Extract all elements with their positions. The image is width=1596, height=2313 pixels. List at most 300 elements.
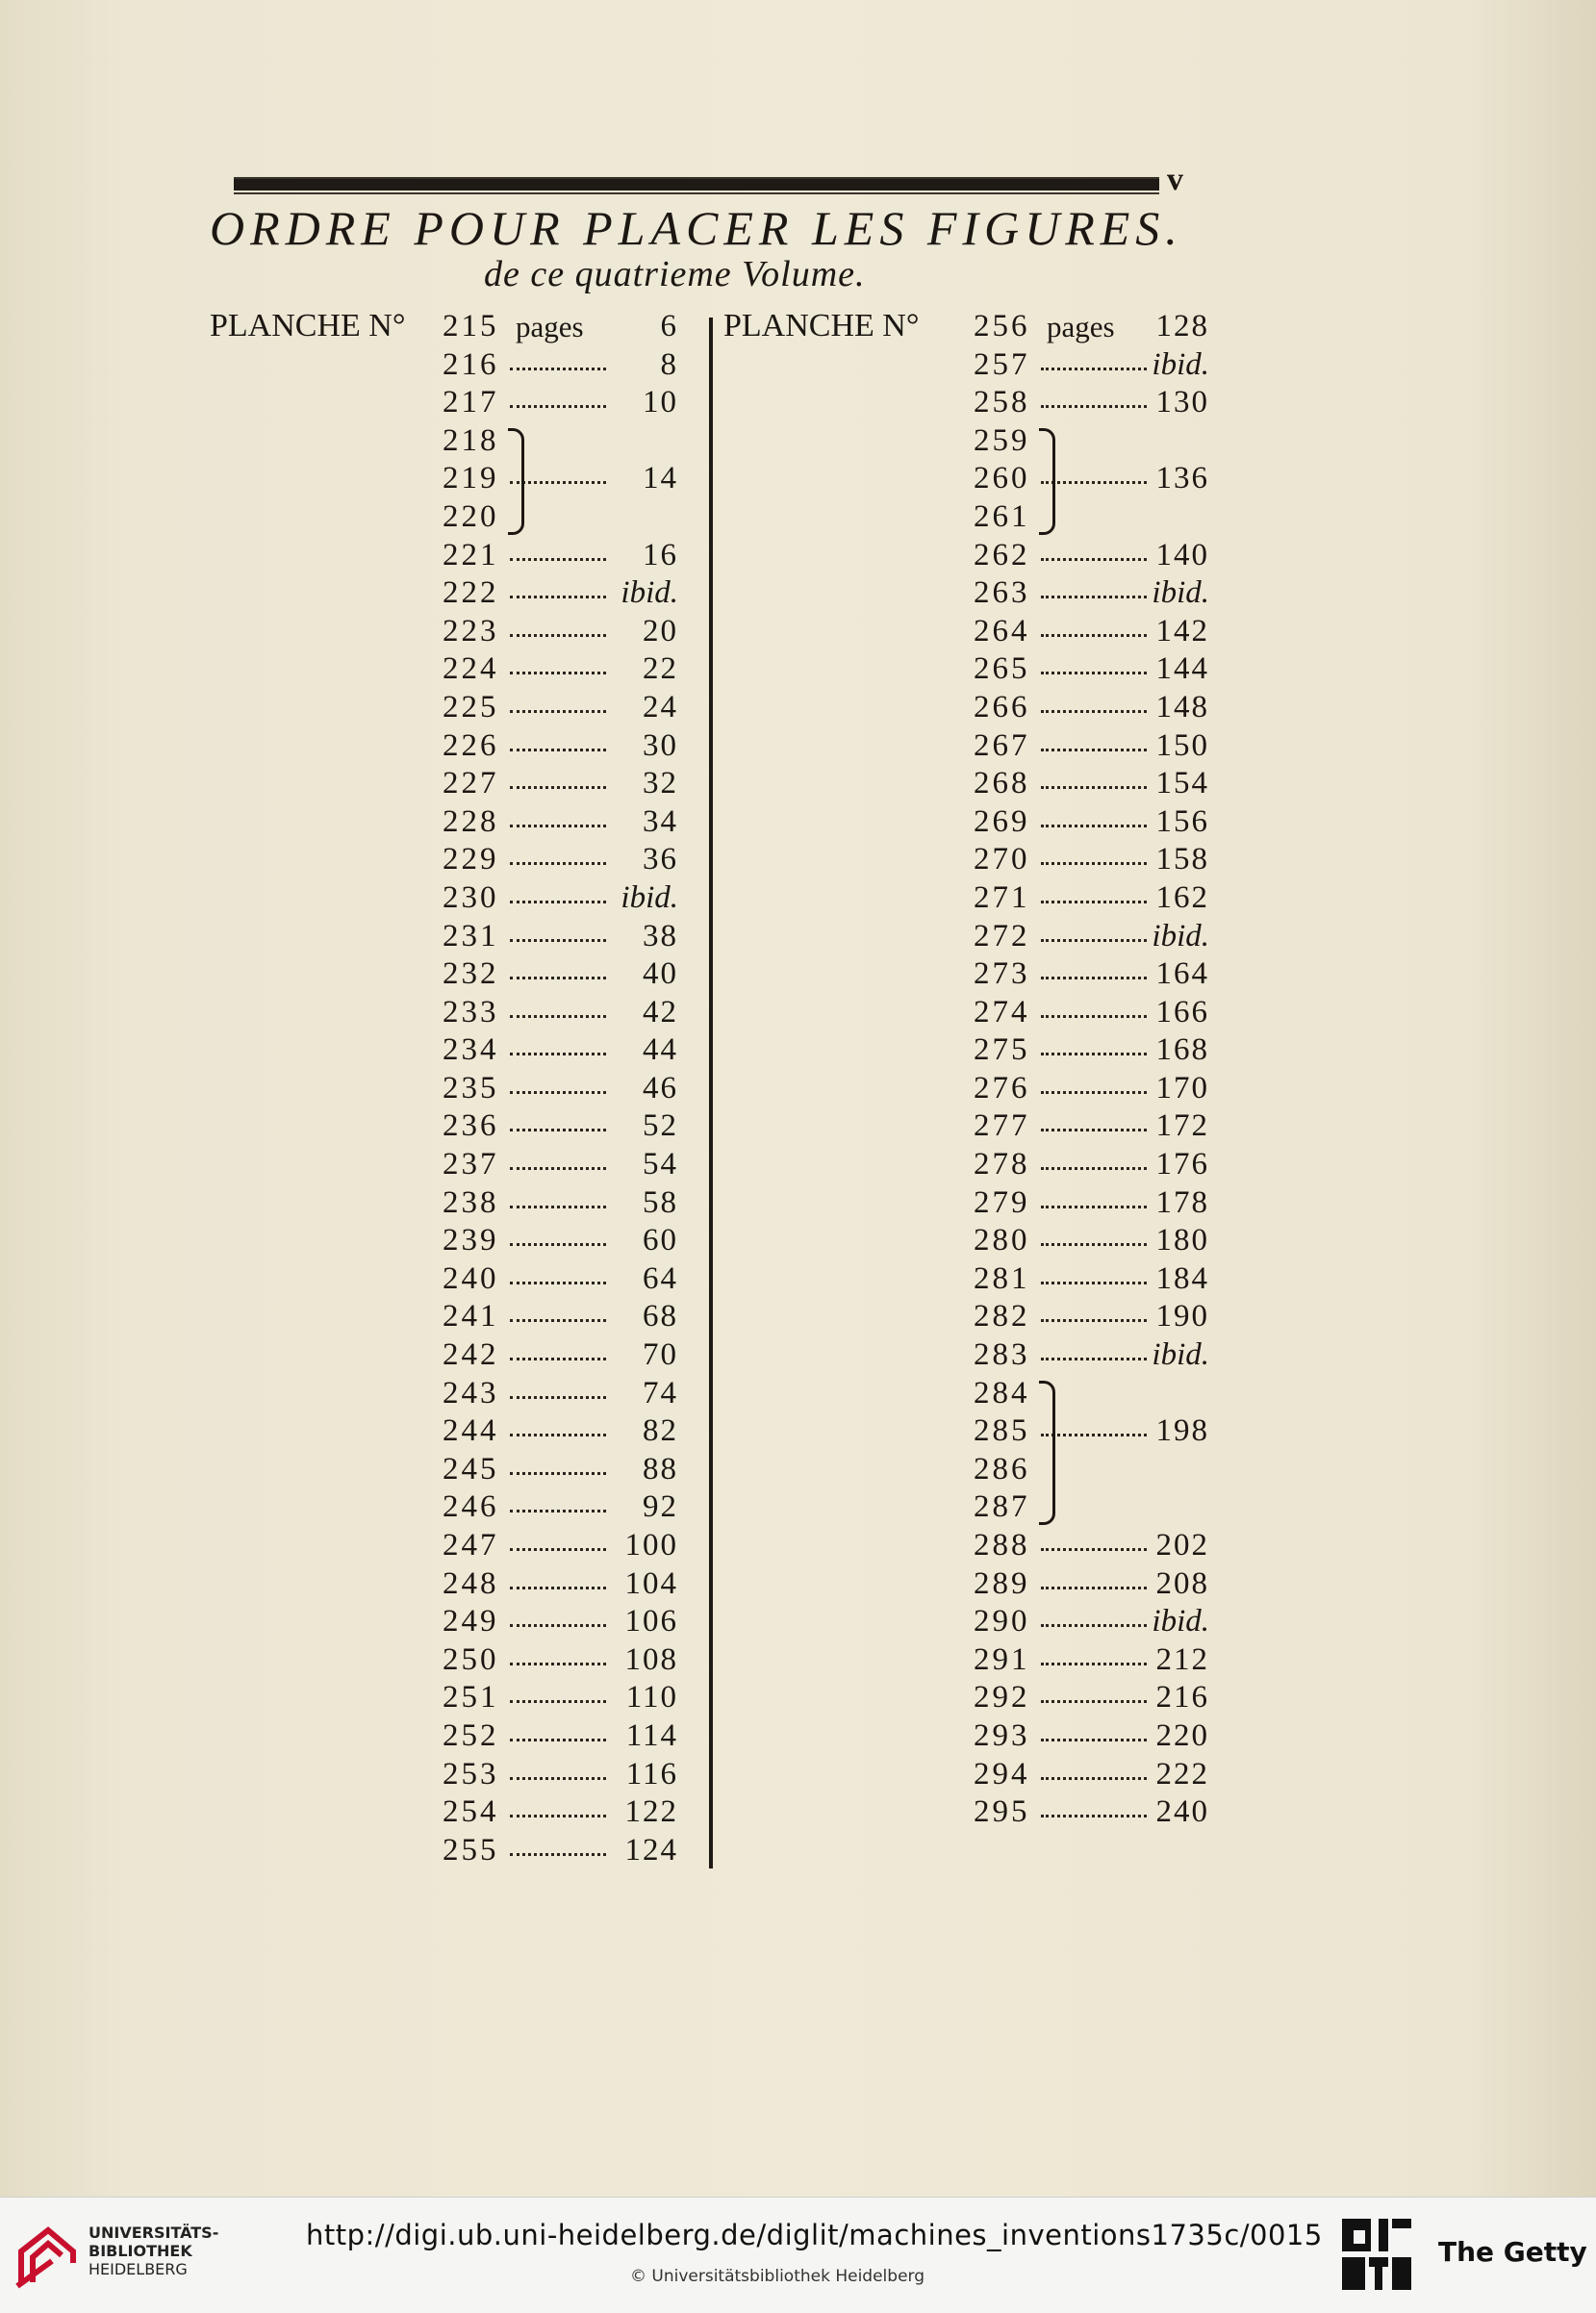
dot-leader (510, 1434, 606, 1436)
plate-row (443, 1451, 678, 1489)
dot-leader (1041, 1663, 1147, 1665)
plate-row (974, 650, 1209, 689)
plate-row (974, 1717, 1209, 1756)
plate-row (443, 498, 678, 537)
page-reference: ibid. (1152, 1337, 1209, 1373)
page-reference: 198 (1155, 1413, 1209, 1449)
dot-leader (510, 1548, 606, 1551)
dot-leader (510, 786, 606, 789)
dot-leader (1041, 1319, 1147, 1322)
plate-row (974, 1488, 1209, 1527)
page-reference: 124 (624, 1832, 678, 1868)
plate-number: 280 (974, 1223, 1030, 1258)
library-name-line3: HEIDELBERG (89, 2260, 188, 2278)
pages-label: pages (1047, 310, 1115, 343)
dot-leader (510, 1777, 606, 1780)
pages-label: pages (516, 310, 584, 343)
dot-leader (510, 1015, 606, 1018)
plate-row (443, 1756, 678, 1794)
plate-number: 290 (974, 1604, 1030, 1639)
plate-row (974, 879, 1209, 918)
plate-number: 266 (974, 689, 1030, 724)
page-reference: 136 (1155, 461, 1209, 496)
page-reference: 202 (1155, 1528, 1209, 1563)
page-reference: 144 (1155, 651, 1209, 687)
left-plate-list (443, 308, 678, 1869)
plate-number: 289 (974, 1565, 1030, 1601)
dot-leader (510, 1319, 606, 1322)
dot-leader (510, 749, 606, 751)
plate-number: 239 (443, 1223, 499, 1258)
plate-number: 248 (443, 1565, 499, 1601)
plate-number: 223 (443, 613, 499, 648)
plate-number: 274 (974, 994, 1030, 1029)
dot-leader (1041, 1548, 1147, 1551)
page-reference: 30 (643, 727, 678, 763)
dot-leader (510, 1396, 606, 1399)
dot-leader (510, 1206, 606, 1208)
page-reference: 108 (624, 1641, 678, 1677)
plate-row (974, 498, 1209, 537)
plate-row (443, 1260, 678, 1299)
page-reference: 8 (660, 346, 678, 382)
plate-row (974, 1793, 1209, 1832)
plate-row (974, 918, 1209, 956)
library-name[interactable] (89, 2224, 218, 2278)
plate-row (443, 460, 678, 498)
page-reference: 20 (643, 613, 678, 648)
plate-number: 244 (443, 1413, 499, 1449)
plate-row (443, 1070, 678, 1108)
plate-row (443, 650, 678, 689)
dot-leader (1041, 1206, 1147, 1208)
plate-number: 233 (443, 994, 499, 1029)
dot-leader (1041, 786, 1147, 789)
plate-number: 294 (974, 1756, 1030, 1792)
plate-row (443, 537, 678, 575)
plate-row (974, 1298, 1209, 1336)
plate-row (974, 1641, 1209, 1680)
plate-number: 258 (974, 385, 1030, 420)
dot-leader (510, 1587, 606, 1589)
dot-leader (1041, 481, 1147, 484)
page-reference: 60 (643, 1223, 678, 1258)
plate-row (443, 918, 678, 956)
page-reference: 36 (643, 842, 678, 877)
plate-row (974, 803, 1209, 842)
plate-number: 252 (443, 1717, 499, 1753)
plate-row (443, 1527, 678, 1565)
page-reference: 158 (1155, 842, 1209, 877)
plate-row (974, 1107, 1209, 1146)
dot-leader (1041, 939, 1147, 942)
plate-row (974, 422, 1209, 461)
plate-row (974, 574, 1209, 613)
dot-leader (1041, 977, 1147, 979)
page-reference: 178 (1155, 1184, 1209, 1220)
page-reference: 70 (643, 1337, 678, 1373)
page-reference: 164 (1155, 956, 1209, 992)
dot-leader (510, 634, 606, 637)
plate-number: 220 (443, 498, 499, 534)
plate-number: 232 (443, 956, 499, 992)
left-column-label: PLANCHE N° (210, 308, 406, 343)
plate-row (443, 1603, 678, 1641)
page-reference: 54 (643, 1147, 678, 1182)
group-brace (1039, 428, 1055, 535)
dot-leader (510, 1243, 606, 1246)
plate-number: 277 (974, 1108, 1030, 1144)
dot-leader (510, 825, 606, 827)
group-brace (1039, 1381, 1055, 1525)
plate-row (443, 1107, 678, 1146)
header-rule (234, 177, 1159, 191)
dot-leader (1041, 1167, 1147, 1170)
page-reference: ibid. (1152, 346, 1209, 382)
page-reference: 240 (1155, 1794, 1209, 1830)
page-reference: 220 (1155, 1717, 1209, 1753)
page-reference: 34 (643, 803, 678, 839)
page-reference: 106 (624, 1604, 678, 1639)
dot-leader (510, 558, 606, 561)
dot-leader (510, 672, 606, 674)
page-reference: 150 (1155, 727, 1209, 763)
plate-row (974, 994, 1209, 1032)
plate-number: 295 (974, 1794, 1030, 1830)
plate-row (443, 1375, 678, 1413)
plate-number: 229 (443, 842, 499, 877)
plate-number: 247 (443, 1528, 499, 1563)
plate-row (974, 1260, 1209, 1299)
plate-row (443, 1565, 678, 1604)
plate-number: 251 (443, 1680, 499, 1716)
dot-leader (1041, 901, 1147, 903)
page-reference: 64 (643, 1260, 678, 1296)
page-reference: ibid. (1152, 1604, 1209, 1639)
plate-number: 242 (443, 1337, 499, 1373)
dot-leader (1041, 672, 1147, 674)
plate-number: 238 (443, 1184, 499, 1220)
dot-leader (1041, 1815, 1147, 1817)
plate-row (974, 346, 1209, 385)
plate-row (443, 346, 678, 385)
dot-leader (510, 405, 606, 408)
page-reference: 32 (643, 766, 678, 801)
page-reference: 156 (1155, 803, 1209, 839)
plate-row (443, 689, 678, 727)
column-divider (709, 318, 713, 1868)
page-reference: 10 (643, 385, 678, 420)
plate-row (974, 1603, 1209, 1641)
plate-number: 219 (443, 461, 499, 496)
plate-number: 256 (974, 309, 1030, 343)
dot-leader (1041, 1015, 1147, 1018)
dot-leader (1041, 710, 1147, 713)
plate-number: 234 (443, 1032, 499, 1068)
dot-leader (510, 977, 606, 979)
plate-number: 268 (974, 766, 1030, 801)
plate-row (974, 1336, 1209, 1375)
dot-leader (510, 1358, 606, 1360)
plate-row (443, 1031, 678, 1070)
getty-name[interactable]: The Getty (1438, 2236, 1587, 2268)
plate-number: 241 (443, 1299, 499, 1334)
copyright-notice: © Universitätsbibliothek Heidelberg (630, 2267, 925, 2286)
page-reference: 68 (643, 1299, 678, 1334)
plate-row (974, 1565, 1209, 1604)
dot-leader (510, 1053, 606, 1055)
page-reference: 130 (1155, 385, 1209, 420)
library-name-line2: BIBLIOTHEK (89, 2242, 192, 2260)
plate-row (443, 422, 678, 461)
plate-number: 291 (974, 1641, 1030, 1677)
page-reference: 58 (643, 1184, 678, 1220)
dot-leader (1041, 596, 1147, 598)
plate-row (974, 1184, 1209, 1223)
page-reference: 110 (625, 1680, 678, 1716)
plate-number: 249 (443, 1604, 499, 1639)
plate-row (974, 841, 1209, 879)
plate-number: 259 (974, 422, 1030, 458)
plate-row (443, 841, 678, 879)
dot-leader (510, 862, 606, 865)
plate-row (974, 1527, 1209, 1565)
dot-leader (1041, 405, 1147, 408)
plate-row (443, 574, 678, 613)
dot-leader (510, 368, 606, 370)
plate-row (974, 1070, 1209, 1108)
plate-number: 257 (974, 346, 1030, 382)
page-subtitle: de ce quatrieme Volume. (484, 254, 866, 294)
dot-leader (510, 710, 606, 713)
library-name-line1: UNIVERSITÄTS- (89, 2224, 219, 2242)
dot-leader (1041, 1091, 1147, 1094)
dot-leader (1041, 749, 1147, 751)
viewer-footer (0, 2197, 1596, 2313)
page-number: v (1167, 162, 1183, 197)
plate-number: 254 (443, 1794, 499, 1830)
plate-row (443, 727, 678, 766)
plate-row (443, 1832, 678, 1870)
page-reference: 148 (1155, 689, 1209, 724)
page-reference: 6 (660, 309, 678, 343)
getty-logo-icon[interactable] (1340, 2217, 1413, 2294)
plate-row (443, 994, 678, 1032)
plate-number: 264 (974, 613, 1030, 648)
plate-row (443, 879, 678, 918)
dot-leader (510, 1282, 606, 1284)
plate-row (443, 765, 678, 803)
dot-leader (1041, 1434, 1147, 1436)
page-reference: 170 (1155, 1070, 1209, 1106)
plate-number: 288 (974, 1528, 1030, 1563)
plate-row (443, 955, 678, 994)
plate-number: 221 (443, 537, 499, 572)
page-reference: 16 (643, 537, 678, 572)
plate-number: 230 (443, 879, 499, 915)
permalink-url[interactable]: http://digi.ub.uni-heidelberg.de/diglit/machines_inventions1735c/0015 (306, 2219, 1323, 2251)
dot-leader (510, 1091, 606, 1094)
dot-leader (510, 1663, 606, 1665)
plate-row (974, 1146, 1209, 1184)
plate-row (974, 1412, 1209, 1451)
plate-number: 222 (443, 575, 499, 611)
plate-row (974, 1375, 1209, 1413)
page-reference: 22 (643, 651, 678, 687)
dot-leader (1041, 1282, 1147, 1284)
dot-leader (510, 1167, 606, 1170)
plate-number: 271 (974, 879, 1030, 915)
plate-number: 245 (443, 1451, 499, 1487)
page-reference: 114 (625, 1717, 678, 1753)
plate-number: 261 (974, 498, 1030, 534)
plate-number: 265 (974, 651, 1030, 687)
plate-row (974, 460, 1209, 498)
dot-leader (1041, 1700, 1147, 1703)
plate-number: 217 (443, 385, 499, 420)
dot-leader (1041, 1587, 1147, 1589)
page-reference: 212 (1155, 1641, 1209, 1677)
plate-row (974, 384, 1209, 422)
dot-leader (510, 596, 606, 598)
page-reference: 38 (643, 918, 678, 953)
plate-number: 253 (443, 1756, 499, 1792)
plate-number: 278 (974, 1147, 1030, 1182)
plate-number: 270 (974, 842, 1030, 877)
plate-number: 287 (974, 1489, 1030, 1525)
plate-number: 267 (974, 727, 1030, 763)
plate-number: 285 (974, 1413, 1030, 1449)
plate-row (974, 308, 1209, 346)
dot-leader (1041, 825, 1147, 827)
plate-row (443, 613, 678, 651)
plate-row (974, 1679, 1209, 1717)
plate-number: 231 (443, 918, 499, 953)
plate-row (974, 1031, 1209, 1070)
plate-row (974, 765, 1209, 803)
plate-row (443, 1717, 678, 1756)
page-reference: 166 (1155, 994, 1209, 1029)
page-reference: 180 (1155, 1223, 1209, 1258)
plate-row (443, 1298, 678, 1336)
page-reference: 116 (625, 1756, 678, 1792)
plate-number: 228 (443, 803, 499, 839)
plate-number: 292 (974, 1680, 1030, 1716)
plate-row (443, 1793, 678, 1832)
plate-row (443, 1222, 678, 1260)
dot-leader (1041, 1624, 1147, 1627)
plate-number: 236 (443, 1108, 499, 1144)
dot-leader (1041, 368, 1147, 370)
page-reference: 44 (643, 1032, 678, 1068)
page-reference: 40 (643, 956, 678, 992)
page-reference: ibid. (621, 879, 678, 915)
plate-row (974, 689, 1209, 727)
plate-row (443, 308, 678, 346)
dot-leader (510, 1510, 606, 1512)
page-reference: 140 (1155, 537, 1209, 572)
plate-row (443, 1641, 678, 1680)
plate-number: 255 (443, 1832, 499, 1868)
dot-leader (1041, 1129, 1147, 1131)
dot-leader (1041, 1358, 1147, 1360)
dot-leader (1041, 1777, 1147, 1780)
page-reference: 92 (643, 1489, 678, 1525)
page-reference: 82 (643, 1413, 678, 1449)
plate-number: 260 (974, 461, 1030, 496)
plate-number: 227 (443, 766, 499, 801)
page-title: ORDRE POUR PLACER LES FIGURES. (210, 201, 1183, 255)
dot-leader (510, 481, 606, 484)
plate-row (974, 613, 1209, 651)
dot-leader (510, 1739, 606, 1741)
dot-leader (510, 901, 606, 903)
dot-leader (1041, 862, 1147, 865)
page-reference: ibid. (621, 575, 678, 611)
plate-number: 283 (974, 1337, 1030, 1373)
dot-leader (1041, 1243, 1147, 1246)
page-reference: ibid. (1152, 918, 1209, 953)
plate-number: 269 (974, 803, 1030, 839)
page-reference: 42 (643, 994, 678, 1029)
page-reference: 14 (643, 461, 678, 496)
page-reference: 46 (643, 1070, 678, 1106)
plate-number: 275 (974, 1032, 1030, 1068)
page-reference: 52 (643, 1108, 678, 1144)
dot-leader (510, 1853, 606, 1856)
plate-number: 273 (974, 956, 1030, 992)
plate-number: 216 (443, 346, 499, 382)
dot-leader (510, 1700, 606, 1703)
page-reference: 162 (1155, 879, 1209, 915)
plate-number: 293 (974, 1717, 1030, 1753)
dot-leader (1041, 1739, 1147, 1741)
page-reference: 104 (624, 1565, 678, 1601)
dot-leader (510, 1129, 606, 1131)
page-reference: 100 (624, 1528, 678, 1563)
page-reference: 190 (1155, 1299, 1209, 1334)
ub-heidelberg-logo-icon[interactable] (13, 2223, 81, 2290)
plate-number: 250 (443, 1641, 499, 1677)
plate-number: 276 (974, 1070, 1030, 1106)
page-reference: 154 (1155, 766, 1209, 801)
plate-number: 284 (974, 1375, 1030, 1411)
page-reference: 208 (1155, 1565, 1209, 1601)
page-reference: 88 (643, 1451, 678, 1487)
plate-number: 281 (974, 1260, 1030, 1296)
plate-row (974, 1451, 1209, 1489)
right-plate-list (974, 308, 1209, 1832)
dot-leader (510, 939, 606, 942)
plate-number: 279 (974, 1184, 1030, 1220)
dot-leader (1041, 634, 1147, 637)
dot-leader (1041, 558, 1147, 561)
dot-leader (510, 1472, 606, 1475)
plate-number: 262 (974, 537, 1030, 572)
dot-leader (1041, 1053, 1147, 1055)
group-brace (508, 428, 524, 535)
plate-row (443, 1336, 678, 1375)
plate-row (443, 1488, 678, 1527)
plate-number: 235 (443, 1070, 499, 1106)
plate-number: 282 (974, 1299, 1030, 1334)
page-reference: 24 (643, 689, 678, 724)
plate-row (974, 727, 1209, 766)
plate-row (443, 384, 678, 422)
page-reference: 74 (643, 1375, 678, 1411)
plate-row (974, 1222, 1209, 1260)
plate-row (443, 803, 678, 842)
